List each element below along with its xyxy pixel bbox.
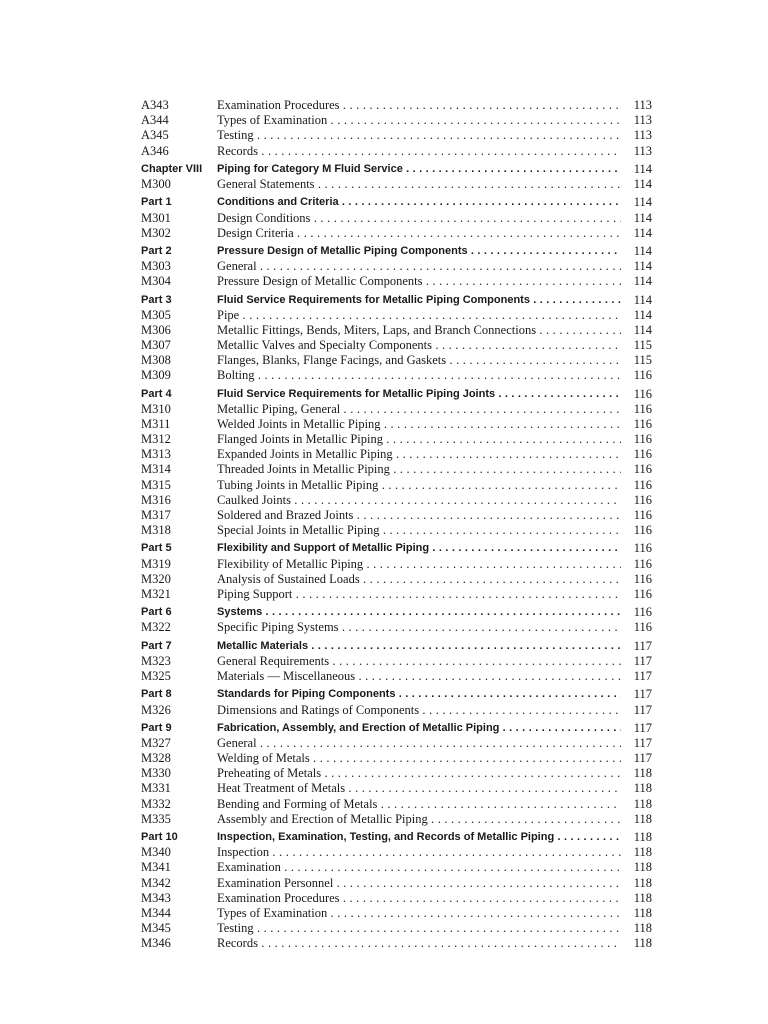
toc-entry-page: 116 [633,417,652,431]
toc-entry-number: M341 [141,860,171,875]
toc-section-heading [141,195,652,210]
toc-entry-number: Part 8 [141,688,172,701]
toc-entry [141,478,652,493]
toc-entry-title: Metallic Materials . . . [217,639,621,654]
toc-entry-title: General . . . [217,259,621,274]
toc-entry-page: 117 [633,653,652,668]
toc-entry-title: Heat Treatment of Metals . . . [217,781,621,796]
toc-entry-page: 116 [633,523,652,537]
toc-entry-title: Piping Support . . . [217,587,621,602]
toc-entry [141,572,652,587]
toc-section-heading [141,244,652,259]
toc-entry-page: 114 [633,259,652,274]
toc-entry-title: Fluid Service Requirements for Metallic Piping Joints . . . [217,387,621,402]
toc-entry-page: 113 [633,143,652,158]
toc-entry-page: 116 [633,432,652,447]
toc-entry-title: Flanges, Blanks, Flange Facings, and Gaskets . . . [217,353,621,368]
toc-entry-number: M340 [141,845,171,860]
toc-entry [141,338,652,353]
toc-entry [141,936,652,951]
toc-entry-number: M308 [141,353,171,368]
toc-entry-number: Part 4 [141,387,172,400]
toc-entry [141,417,652,432]
toc-entry-title: Flanged Joints in Metallic Piping . . . [217,432,621,447]
toc-entry-page: 118 [633,766,652,781]
toc-entry-page: 118 [633,875,652,890]
toc-entry-title: Dimensions and Ratings of Components . . . [217,703,621,718]
toc-entry-number: M343 [141,890,171,905]
toc-entry-title: General . . . [217,736,621,751]
toc-entry-title: Inspection, Examination, Testing, and Records of Metallic Piping . . . [217,830,621,845]
toc-entry-page: 114 [633,195,652,210]
toc-entry-title: Soldered and Brazed Joints . . . [217,508,621,523]
toc-entry-page: 114 [633,307,652,322]
toc-entry-number: M346 [141,936,171,951]
toc-entry-number: Part 7 [141,639,172,652]
toc-entry [141,669,652,684]
toc-entry [141,797,652,812]
toc-entry-number: M310 [141,401,171,416]
toc-entry-number: M319 [141,556,171,571]
toc-entry-title: Special Joints in Metallic Piping . . . [217,523,621,538]
toc-entry-title: Records . . . [217,936,621,951]
toc-entry-title: Examination Procedures . . . [217,891,621,906]
toc-entry-number: M328 [141,751,171,766]
toc-entry-number: Part 3 [141,293,172,306]
toc-entry-page: 116 [633,492,652,507]
toc-section-heading [141,721,652,736]
toc-entry [141,308,652,323]
toc-entry-number: M305 [141,307,171,322]
toc-entry [141,845,652,860]
toc-entry-number: Part 10 [141,831,178,844]
toc-entry-title: Pipe . . . [217,308,621,323]
toc-entry-number: M300 [141,177,171,191]
toc-entry-number: M314 [141,462,171,477]
toc-entry-page: 113 [633,98,652,112]
toc-entry-title: Conditions and Criteria . . . [217,195,621,210]
toc-entry-page: 116 [633,462,652,477]
toc-section-heading [141,830,652,845]
toc-entry-title: Metallic Fittings, Bends, Miters, Laps, and Branch Connections . . . [217,323,621,338]
toc-entry-number: M318 [141,523,171,537]
toc-entry-page: 118 [633,905,652,920]
toc-entry-page: 114 [633,210,652,225]
toc-entry-number: M312 [141,432,171,447]
toc-entry-title: Fabrication, Assembly, and Erection of Metallic Piping . . . [217,721,621,736]
toc-entry [141,113,652,128]
toc-entry-number: M315 [141,477,171,492]
toc-entry [141,860,652,875]
toc-entry-number: A344 [141,113,169,128]
toc-entry-title: Testing . . . [217,921,621,936]
toc-entry-page: 116 [633,571,652,586]
toc-entry-number: M304 [141,274,171,289]
toc-section-heading [141,687,652,702]
toc-entry-title: Expanded Joints in Metallic Piping . . . [217,447,621,462]
toc-entry-title: Bending and Forming of Metals . . . [217,797,621,812]
toc-entry-title: General Statements . . . [217,177,621,192]
toc-section-heading [141,541,652,556]
toc-entry-page: 116 [633,368,652,383]
toc-entry-number: A346 [141,143,169,158]
toc-entry-number: Chapter VIII [141,162,203,175]
toc-entry-page: 114 [633,161,652,176]
toc-entry [141,432,652,447]
toc-entry-number: M332 [141,796,171,811]
toc-entry-title: Metallic Piping, General . . . [217,402,621,417]
toc-entry [141,587,652,602]
toc-entry-number: M322 [141,620,171,635]
toc-entry-page: 118 [633,921,652,935]
toc-entry-title: Flexibility and Support of Metallic Piping . . . [217,541,621,556]
toc-entry-page: 118 [633,845,652,860]
toc-entry [141,891,652,906]
toc-entry-number: M323 [141,653,171,668]
toc-entry-title: Types of Examination . . . [217,113,621,128]
toc-entry-title: Welding of Metals . . . [217,751,621,766]
toc-entry-page: 117 [633,638,652,653]
toc-entry-number: M325 [141,669,171,683]
toc-entry [141,128,652,143]
toc-entry [141,402,652,417]
toc-entry-page: 116 [633,541,652,556]
toc-entry-number: M311 [141,417,171,431]
toc-entry-page: 116 [633,556,652,571]
toc-entry-page: 116 [633,386,652,401]
toc-entry-page: 118 [633,936,652,951]
toc-entry [141,906,652,921]
toc-entry-number: Part 6 [141,606,172,619]
toc-entry [141,211,652,226]
toc-section-heading [141,293,652,308]
toc-entry [141,259,652,274]
toc-entry-page: 118 [633,890,652,905]
toc-entry-title: Pressure Design of Metallic Piping Components . . . [217,244,621,259]
toc-entry-page: 114 [633,322,652,337]
toc-entry-number: M344 [141,905,171,920]
toc-entry-title: Materials — Miscellaneous . . . [217,669,621,684]
toc-entry-title: Metallic Valves and Specialty Components . . . [217,338,621,353]
toc-entry-number: M313 [141,447,171,462]
toc-entry-number: A343 [141,98,169,112]
toc-entry [141,274,652,289]
toc-entry-page: 118 [633,860,652,875]
toc-entry [141,703,652,718]
toc-entry-title: Preheating of Metals . . . [217,766,621,781]
toc-entry-title: Analysis of Sustained Loads . . . [217,572,621,587]
toc-entry [141,462,652,477]
toc-entry-page: 114 [633,225,652,240]
toc-entry-page: 118 [633,830,652,845]
toc-entry-title: Testing . . . [217,128,621,143]
toc-entry [141,736,652,751]
toc-entry-title: Tubing Joints in Metallic Piping . . . [217,478,621,493]
toc-entry [141,557,652,572]
toc-entry-number: Part 5 [141,542,172,555]
toc-entry [141,144,652,159]
toc-entry-title: Examination . . . [217,860,621,875]
toc-entry-title: Records . . . [217,144,621,159]
toc-entry-page: 117 [633,751,652,766]
toc-entry-number: M327 [141,736,171,750]
toc-entry [141,523,652,538]
toc-entry-number: M307 [141,338,171,352]
toc-entry-title: Systems . . . [217,605,621,620]
toc-entry-title: Inspection . . . [217,845,621,860]
toc-entry-number: M320 [141,571,171,586]
toc-entry-page: 116 [633,605,652,620]
toc-entry-title: Examination Personnel . . . [217,876,621,891]
toc-entry-title: Welded Joints in Metallic Piping . . . [217,417,621,432]
toc-entry-number: M345 [141,921,171,935]
toc-entry-title: Caulked Joints . . . [217,493,621,508]
toc-entry-number: M321 [141,586,171,601]
toc-entry [141,353,652,368]
toc-entry [141,921,652,936]
toc-entry-page: 116 [633,586,652,601]
toc-entry-number: M317 [141,507,171,522]
toc-entry-title: Piping for Category M Fluid Service . . . [217,162,621,177]
toc-entry [141,812,652,827]
toc-entry-number: M306 [141,322,171,337]
toc-entry-page: 114 [633,244,652,258]
toc-entry-page: 114 [633,177,652,191]
toc-entry-number: M335 [141,811,171,826]
toc-entry-title: Bolting . . . [217,368,621,383]
toc-entry-title: Examination Procedures . . . [217,98,621,113]
toc-entry-number: M316 [141,492,171,507]
toc-entry-page: 116 [633,507,652,522]
toc-entry-number: Part 2 [141,245,172,257]
toc-entry-number: M342 [141,875,171,890]
toc-entry-page: 116 [633,401,652,416]
toc-section-heading [141,387,652,402]
toc-entry-number: M303 [141,259,171,274]
toc-entry [141,98,652,113]
toc-section-heading [141,639,652,654]
toc-entry [141,368,652,383]
toc-entry-page: 117 [633,687,652,702]
toc-entry-page: 117 [633,669,652,683]
toc-entry-title: General Requirements . . . [217,654,621,669]
toc-entry-title: Specific Piping Systems . . . [217,620,621,635]
toc-entry-number: M326 [141,702,171,717]
toc-entry [141,751,652,766]
toc-entry-page: 116 [633,620,652,635]
toc-entry [141,876,652,891]
toc-entry-number: M309 [141,368,171,383]
toc-entry-page: 117 [633,736,652,750]
toc-entry-title: Fluid Service Requirements for Metallic Piping Components . . . [217,293,621,308]
toc-entry-title: Types of Examination . . . [217,906,621,921]
toc-entry-title: Pressure Design of Metallic Components . . . [217,274,621,289]
toc-entry [141,620,652,635]
toc-entry-page: 114 [633,274,652,289]
toc-entry-number: Part 1 [141,196,172,209]
toc-entry-page: 117 [633,702,652,717]
toc-entry-page: 116 [633,447,652,462]
toc-entry-title: Flexibility of Metallic Piping . . . [217,557,621,572]
toc-entry-title: Design Criteria . . . [217,226,621,241]
toc-entry-number: M330 [141,766,171,781]
toc-entry-page: 113 [633,128,652,143]
toc-entry-number: A345 [141,128,169,143]
toc-entry-number: M302 [141,225,171,240]
toc-entry [141,781,652,796]
toc-entry [141,323,652,338]
toc-entry-number: M331 [141,781,171,796]
toc-entry-page: 118 [633,781,652,796]
toc-entry-page: 115 [633,353,652,368]
toc-entry-page: 113 [633,113,652,128]
toc-entry-number: M301 [141,210,171,225]
toc-entry-title: Assembly and Erection of Metallic Piping . . . [217,812,621,827]
toc-entry [141,447,652,462]
toc-entry-number: Part 9 [141,721,172,734]
toc-entry-page: 114 [633,292,652,307]
toc-entry-page: 118 [633,796,652,811]
toc-entry-page: 117 [633,720,652,735]
toc-entry-page: 115 [633,338,652,352]
toc-entry-title: Threaded Joints in Metallic Piping . . . [217,462,621,477]
toc-entry [141,226,652,241]
toc-entry-page: 118 [633,811,652,826]
toc-entry [141,766,652,781]
toc-entry-page: 116 [633,477,652,492]
toc-section-heading [141,605,652,620]
toc-entry [141,654,652,669]
toc-entry [141,177,652,192]
toc-section-heading [141,162,652,177]
toc-entry-title: Standards for Piping Components . . . [217,687,621,702]
toc-entry [141,508,652,523]
toc-entry-title: Design Conditions . . . [217,211,621,226]
toc-entry [141,493,652,508]
